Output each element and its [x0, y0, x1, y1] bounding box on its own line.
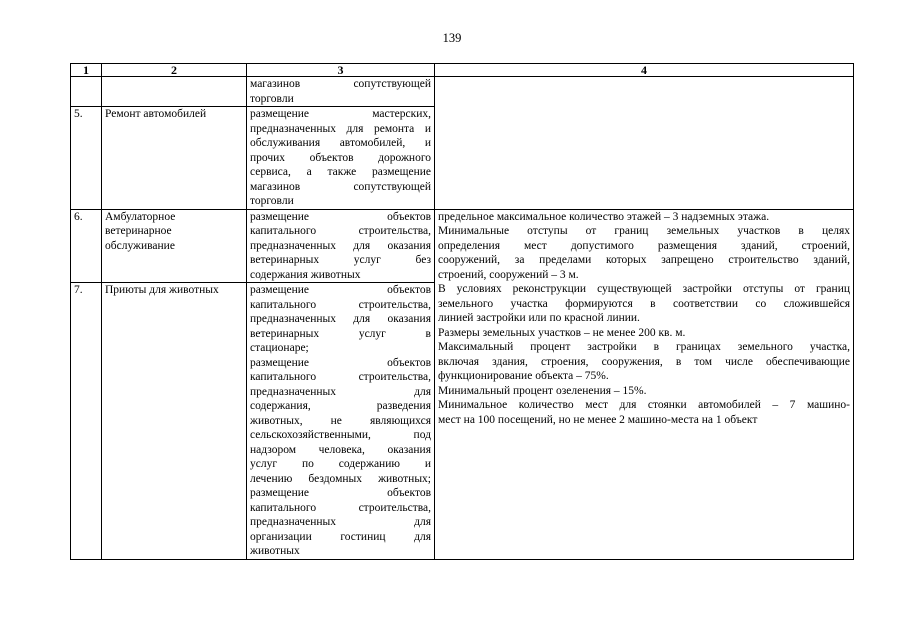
header-col-2: 2 [102, 64, 247, 77]
parameter-line: определения мест допустимого размещения зданий, строений, [438, 239, 850, 252]
use-type-description [247, 77, 435, 107]
table-row [71, 77, 854, 107]
table-row [71, 209, 854, 283]
use-type-name: Амбулаторное ветеринарное обслуживание [102, 209, 247, 283]
parameter-line: включая здания, строения, сооружения, в том числе обеспечивающие [438, 355, 850, 368]
description-line: животных [250, 545, 300, 557]
parameter-paragraph [438, 326, 850, 341]
description-line: магазинов сопутствующей [250, 180, 431, 193]
parameter-paragraph [438, 340, 850, 384]
description-line: капитального строительства, [250, 298, 431, 311]
description-line: ветеринарных услуг без [250, 254, 431, 266]
description-line: сервиса, а также размещение [250, 166, 431, 178]
description-line: торговли [250, 195, 294, 207]
description-line: размещение объектов [250, 356, 431, 369]
row-number: 5. [71, 107, 102, 210]
use-type-description [247, 209, 435, 283]
row-number [71, 77, 102, 107]
parameter-paragraph [438, 210, 850, 225]
description-line: стационаре; [250, 342, 309, 354]
parameter-line: земельного участка формируются в соответствии со сложившейся [438, 297, 850, 310]
parameter-line: мест на 100 посещений, но не менее 2 машино-места на 1 объект [438, 413, 758, 426]
parameter-line: функционирование объекта – 75%. [438, 370, 609, 382]
description-line: ветеринарных услуг в [250, 327, 431, 340]
header-col-1: 1 [71, 64, 102, 77]
description-line: предназначенных для оказания [250, 313, 431, 325]
row-number: 6. [71, 209, 102, 283]
parameter-paragraph [438, 224, 850, 282]
use-type-description [247, 107, 435, 210]
description-line: обслуживания автомобилей, и [250, 137, 431, 149]
parameter-line: Минимальное количество мест для стоянки автомобилей – 7 машино- [438, 399, 850, 411]
description-line: предназначенных для [250, 385, 431, 398]
description-line: животных, не являющихся [250, 414, 431, 427]
parameter-line: предельное максимальное количество этажей – 3 надземных этажа. [438, 210, 770, 223]
description-line: капитального строительства, [250, 501, 431, 514]
description-line: содержания, разведения [250, 400, 431, 412]
parameter-line: В условиях реконструкции существующей застройки отступы от границ [438, 283, 850, 295]
description-line: размещение мастерских, [250, 108, 431, 120]
parameter-line: Минимальные отступы от границ земельных участков в целях [438, 225, 850, 237]
use-type-name: Ремонт автомобилей [102, 107, 247, 210]
description-line: торговли [250, 92, 294, 105]
description-line: размещение объектов [250, 210, 431, 223]
description-line: капитального строительства, [250, 225, 431, 237]
parameter-paragraph [438, 384, 850, 399]
use-type-name: Приюты для животных [102, 283, 247, 560]
description-line: услуг по содержанию и [250, 458, 431, 470]
parameter-line: сооружений, за пределами которых запрещено строительство зданий, [438, 254, 850, 266]
description-line: предназначенных для ремонта и [250, 122, 431, 135]
row-number: 7. [71, 283, 102, 560]
header-col-3: 3 [247, 64, 435, 77]
page-number: 139 [442, 31, 462, 45]
description-line: предназначенных для [250, 516, 431, 528]
header-col-4: 4 [435, 64, 854, 77]
parameter-paragraph [438, 398, 850, 427]
header-row [71, 64, 854, 77]
description-line: сельскохозяйственными, под [250, 429, 431, 441]
regulations-table [70, 63, 854, 560]
description-line: размещение объектов [250, 487, 431, 499]
description-line: организации гостиниц для [250, 530, 431, 543]
description-line: магазинов сопутствующей [250, 78, 431, 90]
parameter-line: Максимальный процент застройки в границах земельного участка, [438, 341, 850, 353]
use-type-description [247, 283, 435, 560]
description-line: предназначенных для оказания [250, 239, 431, 252]
description-line: надзором человека, оказания [250, 443, 431, 456]
description-line: содержания животных [250, 268, 361, 281]
parameter-line: линией застройки или по красной линии. [438, 312, 640, 324]
parameters-cell [435, 209, 854, 559]
parameters-cell-empty [435, 77, 854, 210]
description-line: капитального строительства, [250, 371, 431, 383]
parameter-line: строений, сооружений – 3 м. [438, 268, 579, 281]
description-line: лечению бездомных животных; [250, 472, 431, 485]
parameter-line: Размеры земельных участков – не менее 200 кв. м. [438, 326, 686, 339]
description-line: размещение объектов [250, 284, 431, 296]
description-line: прочих объектов дорожного [250, 151, 431, 164]
use-type-name [102, 77, 247, 107]
parameter-line: Минимальный процент озеленения – 15%. [438, 384, 647, 397]
parameter-paragraph [438, 282, 850, 326]
